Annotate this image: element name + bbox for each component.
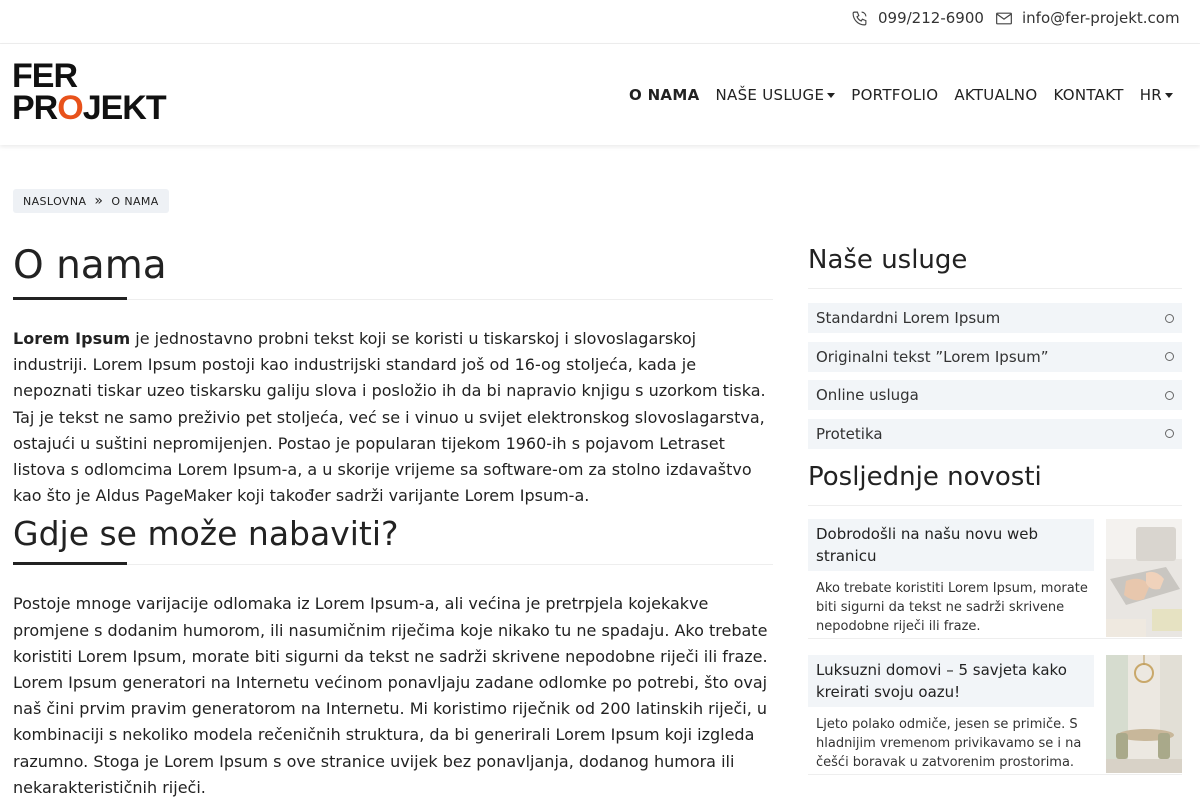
nav-item-kontakt[interactable]: KONTAKT [1053, 86, 1124, 104]
news-excerpt: Ako trebate koristiti Lorem Ipsum, morate biti sigurni da tekst ne sadrži skrivene nepodobne riječi ili fraze. [816, 581, 1088, 634]
circle-icon [1165, 352, 1174, 361]
section-paragraph: Postoje mnoge varijacije odlomaka iz Lorem Ipsum-a, ali većina je pretrpjela kojekakve promjene s dodanim humorom, ili nasumičnim riječima koje nikako tu ne spadaju. Ako trebate koristiti Lorem Ipsum, morate biti sigurni da tekst ne sadrži skrivene nepodobne riječi ili fraze. Lorem Ipsum generatori na Internetu većinom ponavljaju zadane odlomke po potrebi, što ovaj naš čini prvim pravim generatorom na Internetu. Mi koristimo riječnik od 200 latinskih riječi, u kombinaciji s nekoliko modela rečeničnih struktura, da bi generirali Lorem Ipsum koji izgleda razumno. Stoga je Lorem Ipsum s ove stranice uvijek bez ponavljanja, dodanog humora ili nekarakterističnih riječi. [13, 594, 768, 797]
main-navigation [613, 86, 1173, 104]
envelope-icon [996, 12, 1012, 25]
divider [808, 505, 1182, 506]
site-logo[interactable]: FER PROJEKT [12, 57, 166, 127]
nav-item-o-nama[interactable]: O NAMA [629, 86, 700, 104]
site-header [0, 44, 1200, 145]
caret-down-icon [827, 93, 835, 98]
divider [808, 288, 1182, 289]
nav-item-portfolio[interactable]: PORTFOLIO [851, 86, 939, 104]
service-link[interactable]: Standardni Lorem Ipsum [808, 303, 1182, 333]
intro-paragraph: Lorem Ipsum je jednostavno probni tekst koji se koristi u tiskarskoj i slovoslagarskoj industriji. Lorem Ipsum postoji kao industrijski standard još od 16-og stoljeća, kada je nepoznati tiskar uzeo tiskarsku galiju slova i posložio ih da bi napravio knjigu s uzorkom tiska. Taj je tekst ne samo preživio pet stoljeća, već se i vinuo u svijet elektronskog slovoslagarstva, ostajući u suštini nepromijenjen. Postao je popularan tijekom 1960-ih s pojavom Letraset listova s odlomcima Lorem Ipsum-a, a u skorije vrijeme sa software-om za stolno izdavaštvo kao što je Aldus PageMaker koji također sadrži varijante Lorem Ipsum-a. [13, 329, 766, 506]
news-item [808, 655, 1182, 775]
interior-image [1106, 655, 1182, 773]
email-address: info@fer-projekt.com [1022, 9, 1180, 27]
breadcrumb-separator: » [94, 193, 104, 209]
phone-icon [851, 10, 868, 27]
caret-down-icon [1165, 93, 1173, 98]
section-underline [13, 557, 773, 565]
phone-contact[interactable] [851, 9, 984, 27]
title-underline [13, 292, 773, 300]
news-title-link[interactable]: Luksuzni domovi – 5 savjeta kako kreirati svoju oazu! [808, 655, 1094, 707]
breadcrumb-current: O NAMA [111, 194, 159, 208]
phone-number: 099/212-6900 [878, 9, 984, 27]
circle-icon [1165, 391, 1174, 400]
language-selector[interactable]: HR [1140, 86, 1173, 104]
news-thumbnail[interactable] [1106, 655, 1182, 773]
nav-item-nase-usluge[interactable]: NAŠE USLUGE [715, 86, 835, 104]
section-heading: Gdje se može nabaviti? [13, 514, 399, 554]
email-contact[interactable] [996, 9, 1180, 27]
page-title: O nama [13, 243, 167, 288]
service-link[interactable]: Originalni tekst ”Lorem Ipsum” [808, 342, 1182, 372]
circle-icon [1165, 314, 1174, 323]
nav-item-aktualno[interactable]: AKTUALNO [954, 86, 1038, 104]
circle-icon [1165, 429, 1174, 438]
service-link[interactable]: Online usluga [808, 380, 1182, 410]
breadcrumb [13, 189, 169, 213]
news-title-link[interactable]: Dobrodošli na našu novu web stranicu [808, 519, 1094, 571]
news-thumbnail[interactable] [1106, 519, 1182, 637]
service-link[interactable]: Protetika [808, 419, 1182, 449]
laptop-work-image [1106, 519, 1182, 637]
news-excerpt: Ljeto polako odmiče, jesen se primiče. S hladnijim vremenom privikavamo se i na češći boravak u zatvorenim prostorima. [816, 717, 1082, 770]
sidebar [808, 240, 1182, 791]
main-content [13, 240, 773, 800]
news-heading: Posljednje novosti [808, 462, 1042, 492]
top-contact-bar [0, 0, 1200, 44]
breadcrumb-home-link[interactable]: NASLOVNA [23, 194, 87, 208]
news-item [808, 519, 1182, 639]
services-heading: Naše usluge [808, 245, 968, 275]
